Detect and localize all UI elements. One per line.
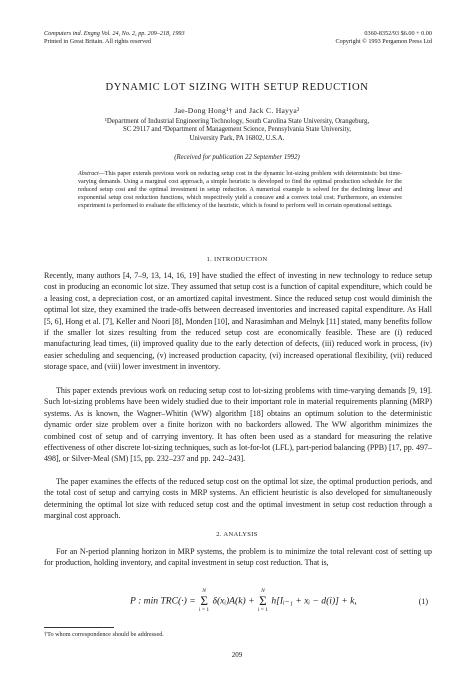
equation-term-1: δ(xᵢ)A(k) +	[212, 595, 257, 607]
abstract-text: —This paper extends previous work on reducing setup cost in the dynamic lot-sizing problem with deterministic but time-varying demands. Using a marginal cost approach, a simple heuristic is developed to find the optimal production schedule for the reduced setup cost and the optimal investment in setup reduction. A numerical example is solved for the declining linear and exponential setup cost reduction functions, which respectively yield a concave and a convex total cost. Furthermore, an extensive experiment is performed to evaluate the efficiency of the heuristic, which is found to perform well in certain operational settings.	[78, 171, 402, 209]
abstract-label: Abstract	[78, 171, 99, 177]
author-line: Jae-Dong Hong¹† and Jack C. Hayya²	[174, 106, 300, 115]
footnote-divider	[44, 627, 114, 628]
sigma-glyph: Σ	[200, 593, 208, 608]
intro-paragraph-1: Recently, many authors [4, 7–9, 13, 14, 16, 19] have studied the effect of investing in new technology to reduce setup cost in producing an economic lot size. They assumed that setup cost is a function of capital expenditure, which could be a leasing cost, a depreciation cost, or an amortized capital investment. Since the reduced setup cost would diminish the optimal lot size, they examined the trade-offs between decreased inventories and increased capital expenditure. As Hall [5, 6], Hong et al. [7], Keller and Noori [8], Monden [10], and Narasimhan and Melnyk [11] stated, many benefits follow if the smaller lot sizes resulting from the reduced setup cost are economically feasible. These are (i) reduced manufacturing lead times, (ii) improved quality due to the early detection of defects, (iii) reduced work in process, (iv) easier scheduling and sequencing, (v) increased production capacity, (vi) increased operational flexibility, (vii) reduced storage space, and (viii) lower investment in inventory.	[44, 271, 432, 372]
summation-sign	[198, 588, 210, 613]
section-heading-analysis: 2. ANALYSIS	[216, 531, 258, 538]
journal-header-right	[335, 30, 432, 46]
abstract	[78, 171, 402, 211]
summation-upper-limit: N	[202, 588, 206, 594]
analysis-paragraph-1: For an N-period planning horizon in MRP systems, the problem is to minimize the total relevant cost of setting up for production, holding inventory, and capital investment in setup cost reduction. That is,	[44, 547, 432, 568]
page-number: 209	[231, 651, 243, 659]
footnote: †To whom correspondence should be addressed.	[44, 631, 164, 638]
paper-title: DYNAMIC LOT SIZING WITH SETUP REDUCTION	[105, 82, 369, 93]
equation-number: (1)	[418, 597, 428, 606]
equation-1	[44, 588, 432, 618]
summation-lower-limit: i = 1	[199, 607, 210, 613]
equation-body	[130, 588, 357, 613]
printed-notice: Printed in Great Britain. All rights reserved	[44, 38, 152, 45]
intro-paragraph-2: This paper extends previous work on reducing setup cost to lot-sizing problems with time-varying demands [9, 19]. Such lot-sizing problems have been widely studied due to their important role in material requirements planning (MRP) systems. As is known, the Wagner–Whitin (WW) algorithm [18] obtains an optimum solution to the deterministic dynamic order size problem over a finite horizon with no backorders allowed. The WW algorithm minimizes the combined cost of setup and of carrying inventory. It has often been used as a standard for measuring the relative effectiveness of other discrete lot-sizing techniques, such as lot-for-lot (LFL), part-period balancing (PPB) [17, pp. 497–498], or Silver-Meal (SM) [15, pp. 232–237 and pp. 242–243].	[44, 386, 432, 464]
equation-term-2: h[Iᵢ₋₁ + xᵢ − d(i)] + k,	[271, 595, 357, 607]
sigma-glyph: Σ	[259, 593, 267, 608]
equation-lhs: P : min TRC(·) =	[130, 595, 199, 607]
section-heading-introduction: 1. INTRODUCTION	[206, 256, 268, 263]
received-date: (Received for publication 22 September 1992)	[174, 154, 300, 161]
issn-price: 0360-8352/93 $6.00 + 0.00	[364, 30, 432, 37]
summation-lower-limit: i = 1	[257, 607, 268, 613]
affiliation-line: SC 29117 and ²Department of Management Science, Pennsylvania State University,	[122, 126, 352, 134]
intro-paragraph-3: The paper examines the effects of the reduced setup cost on the optimal lot size, the optimal production periods, and the total cost of setup and carrying costs in MRP systems. An efficient heuristic is also developed for simultaneously determining the optimal lot size with reduced setup cost and the optimal investment in setup cost reduction through a marginal cost approach.	[44, 477, 432, 521]
journal-header-left	[44, 30, 185, 46]
summation-sign	[257, 588, 269, 613]
journal-citation: Computers ind. Engng Vol. 24, No. 2, pp. 209–218, 1993	[44, 30, 185, 37]
copyright-notice: Copyright © 1993 Pergamon Press Ltd	[335, 38, 432, 45]
affiliations	[60, 118, 414, 143]
summation-upper-limit: N	[261, 588, 265, 594]
affiliation-line: ¹Department of Industrial Engineering Technology, South Carolina State University, Orangeburg,	[104, 118, 370, 125]
affiliation-line: University Park, PA 16802, U.S.A.	[189, 134, 285, 142]
